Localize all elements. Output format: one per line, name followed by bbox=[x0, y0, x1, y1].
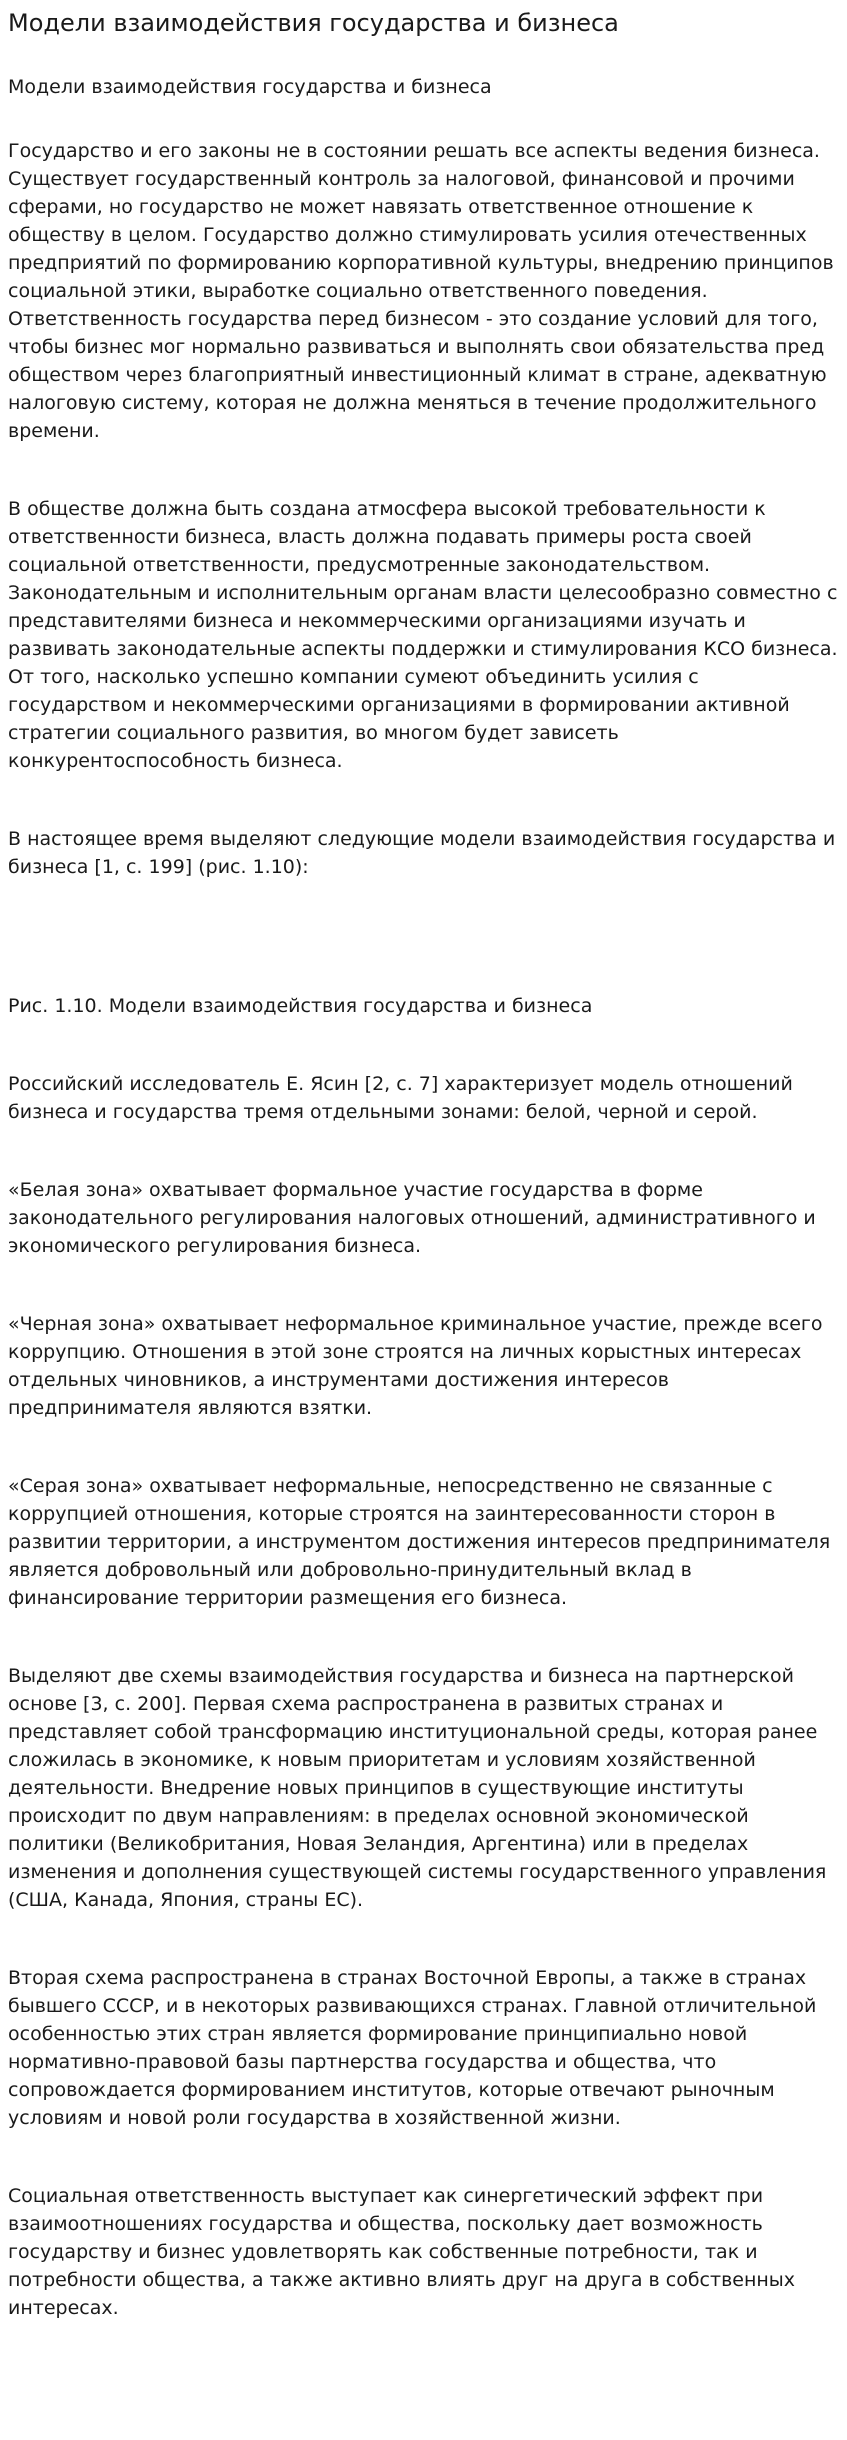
paragraph-white-zone: «Белая зона» охватывает формальное участие государства в форме законодательного регулирования налоговых отношений, административного и экономического регулирования бизнеса. bbox=[8, 1179, 816, 1257]
figure-placeholder bbox=[8, 881, 839, 992]
paragraph-schemes: Выделяют две схемы взаимодействия государства и бизнеса на партнерской основе [3, с. 200]. Первая схема распространена в развитых странах и представляет собой трансформацию институциональной среды, которая ранее сложилась в экономике, к новым приоритетам и условиям хозяйственной деятельности. Внедрение новых принципов в существующие институты происходит по двум направлениям: в пределах основной экономической политики (Великобритания, Новая Зеландия, Аргентина) или в пределах изменения и дополнения существующей системы государственного управления (США, Канада, Япония, страны ЕС). bbox=[8, 1665, 827, 1911]
paragraph-society: В обществе должна быть создана атмосфера высокой требовательности к ответственности бизнеса, власть должна подавать примеры роста своей социальной ответственности, предусмотренные законодательством. Законодательным и исполнительным органам власти целесообразно совместно с представителями бизнеса и некоммерческими организациями изучать и развивать законодательные аспекты поддержки и стимулирования КСО бизнеса. От того, насколько успешно компании сумеют объединить усилия с государством и некоммерческими организациями в формировании активной стратегии социального развития, во многом будет зависеть конкурентоспособность бизнеса. bbox=[8, 498, 838, 772]
page-title: Модели взаимодействия государства и бизнеса bbox=[8, 9, 619, 37]
paragraph-yasin: Российский исследователь Е. Ясин [2, с. 7] характеризует модель отношений бизнеса и государства тремя отдельными зонами: белой, черной и серой. bbox=[8, 1073, 793, 1123]
paragraph-second-scheme: Вторая схема распространена в странах Восточной Европы, а также в странах бывшего СССР, и в некоторых развивающихся странах. Главной отличительной особенностью этих стран является формирование принципиально новой нормативно-правовой базы партнерства государства и общества, что сопровождается формированием институтов, которые отвечают рыночным условиям и новой роли государства в хозяйственной жизни. bbox=[8, 1967, 817, 2129]
paragraph-social: Социальная ответственность выступает как синергетический эффект при взаимоотношениях государства и общества, поскольку дает возможность государству и бизнес удовлетворять как собственные потребности, так и потребности общества, а также активно влиять друг на друга в собственных интересах. bbox=[8, 2185, 796, 2319]
paragraph-black-zone: «Черная зона» охватывает неформальное криминальное участие, прежде всего коррупцию. Отношения в этой зоне строятся на личных корыстных интересах отдельных чиновников, а инструментами достижения интересов предпринимателя являются взятки. bbox=[8, 1313, 823, 1419]
paragraph-grey-zone: «Серая зона» охватывает неформальные, непосредственно не связанные с коррупцией отношения, которые строятся на заинтересованности сторон в развитии территории, а инструментом достижения интересов предпринимателя является добровольный или добровольно-принудительный вклад в финансирование территории размещения его бизнеса. bbox=[8, 1475, 831, 1609]
paragraph-models: В настоящее время выделяют следующие модели взаимодействия государства и бизнеса [1, с. 199] (рис. 1.10): bbox=[8, 828, 836, 878]
paragraph-intro: Государство и его законы не в состоянии решать все аспекты ведения бизнеса. Существует государственный контроль за налоговой, финансовой и прочими сферами, но государство не может навязать ответственное отношение к обществу в целом. Государство должно стимулировать усилия отечественных предприятий по формированию корпоративной культуры, внедрению принципов социальной этики, выработке социально ответственного поведения. Ответственность государства перед бизнесом - это создание условий для того, чтобы бизнес мог нормально развиваться и выполнять свои обязательства пред обществом через благоприятный инвестиционный климат в стране, адекватную налоговую систему, которая не должна меняться в течение продолжительного времени. bbox=[8, 140, 834, 442]
figure-caption: Рис. 1.10. Модели взаимодействия государства и бизнеса bbox=[8, 995, 593, 1017]
article-subtitle: Модели взаимодействия государства и бизнеса bbox=[8, 76, 492, 98]
